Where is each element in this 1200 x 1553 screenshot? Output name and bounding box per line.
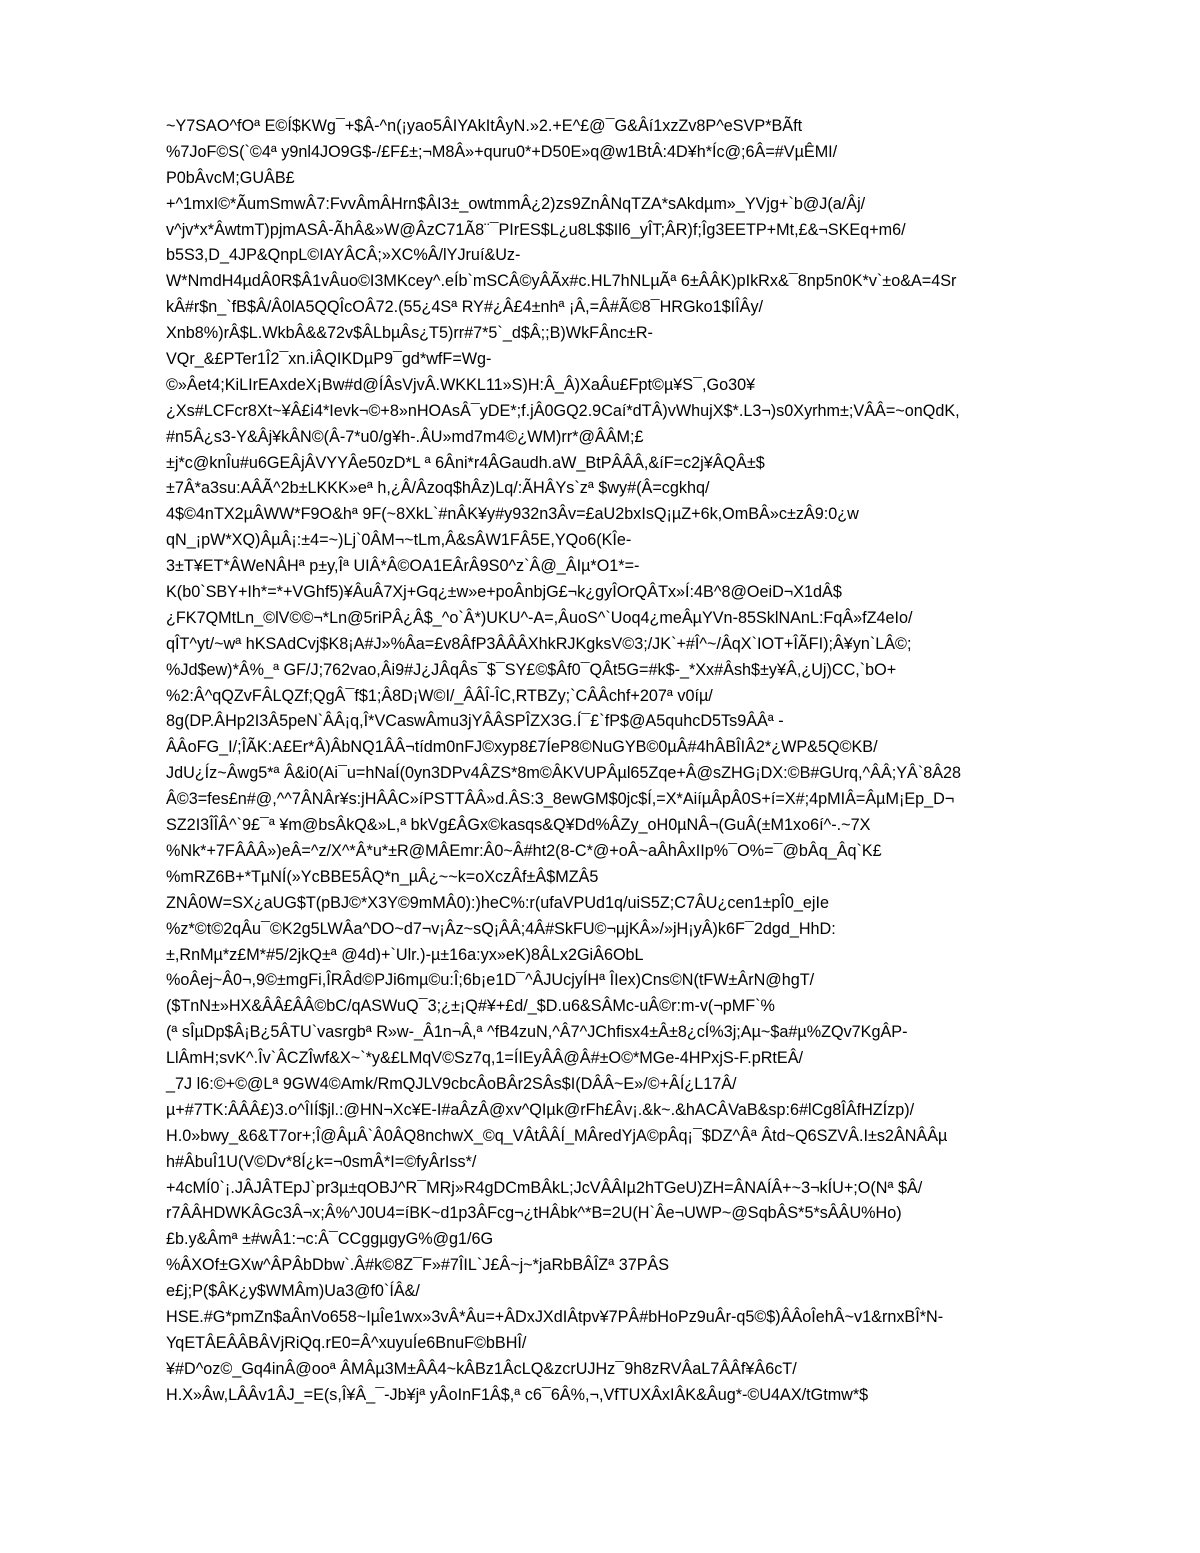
text-line: %Jd$ew)*Â%_ª GF/J;762vao,Âi9#J¿JÂqÂs¯$¯SY£©$Âf0¯QÂt5G=#k$-_*Xx#Âsh$±y¥Â,¿Uj)CC,`bO+ (166, 660, 897, 679)
text-line: h#ÂbuÎ1U(V©Dv*8Í¿k=¬0smÂ*I=©fyÂrIss*/ (166, 1152, 477, 1171)
text-line: _7J l6:©+©@Lª 9GW4©Amk/RmQJLV9cbcÂoBÂr2SÂs$I(DÂÂ~E»/©+ÂÍ¿L17Â/ (166, 1074, 737, 1093)
text-line: (ª sÎµDp$Â¡B¿5ÂTU`vasrgbª R»w-_Â1n¬Â,ª ^fB4zuN,^Â7^JChfisx4±Â±8¿cÍ%3j;Aµ~$a#µ%ZQv7KgÂP- (166, 1023, 908, 1042)
text-line: Xnb8%)rÂ$L.WkbÂ&&72v$ÂLbµÂs¿T5)rr#7*5`_d$Â;;B)WkFÂnc±R- (166, 324, 653, 343)
text-line: qN_¡pW*XQ)ÂµÂ¡:±4=~)Lj`0ÂM¬~tLm,Â&sÂW1FÂ5E,YQo6(KÎe- (166, 531, 632, 550)
text-line: LlÂmH;svK^.Îv`ÂCZÎwf&X~`*y&£LMqV©Sz7q,1=ÍIEyÂÂ@Â#±O©*MGe-4HPxjS-F.pRtEÂ/ (166, 1049, 804, 1068)
text-line: ZNÂ0W=SX¿aUG$T(pBJ©*X3Y©9mMÂ0):)heC%:r(ufaVPUd1q/uiS5Z;C7ÂU¿cen1±pÎ0_ejIe (166, 893, 829, 912)
text-line: b5S3,D_4JP&QnpL©IAYÂCÂ;»XC%Â/lYJruí&Uz- (166, 246, 521, 265)
text-line: ©»Âet4;KiLIrEAxdeX¡Bw#d@ÍÂsVjvÂ.WKKL11»S)H:Â_Â)XaÂu£Fpt©µ¥S¯,Go30¥ (166, 375, 756, 394)
text-line: %mRZ6B+*TµNÍ(»YcBBE5ÂQ*n_µÂ¿~~k=oXczÂf±Â$MZÂ5 (166, 867, 599, 886)
text-line: ±7Â*a3su:AÂÃ^2b±LKKK»eª h,¿Â/Âzoq$hÂz)Lq/:ÃHÂYs`zª $wy#(Â=cgkhq/ (166, 479, 710, 498)
text-line: %7JoF©S(`©4ª y9nl4JO9G$-/£F£±;¬M8Â»+quru0*+D50E»q@w1BtÂ:4D¥h*Íc@;6Â=#VµÊMI/ (166, 142, 838, 161)
text-line: JdU¿Íz~Âwg5*ª Â&i0(Ai¯u=hNaÍ(0yn3DPv4ÂZS*8m©ÂKVUPÂµl65Zqe+Â@sZHG¡DX:©B#GUrq,^ÂÂ;YÂ`8Â28 (166, 764, 962, 783)
text-line: v^jv*x*ÂwtmT)pjmASÂ-ÃhÂ&»W@ÂzC71Ã8¨¯PIrES$L¿u8L$$Il6_yÎT;ÂR)f;Îg3EETP+Mt,£&¬SKEq+m6/ (166, 220, 906, 239)
document-body (166, 114, 1126, 1409)
text-line: kÂ#r$n_`fB$Â/Â0lA5QQÎcOÂ72.(55¿4Sª RY#¿Â£4±nhª ¡Â,=Â#Ã©8¯HRGko1$IÎÂy/ (166, 298, 764, 317)
text-line: SZ2I3ÎÎÂ^`9£¯ª ¥m@bsÂkQ&»L,ª bkVg£ÂGx©kasqs&Q¥Dd%ÂZy_oH0µNÂ¬(GuÂ(±M1xo6í^-.~7X (166, 816, 871, 835)
text-line: W*NmdH4µdÂ0R$Â1vÂuo©I3MKcey^.eÍb`mSCÂ©yÂÃx#c.HL7hNLµÃª 6±ÂÂK)pIkRx&¯8np5n0K*v`±o&A=4Sr (166, 272, 957, 291)
text-line: +^1mxI©*ÃumSmwÂ7:FvvÂmÂHrn$ÂI3±_owtmmÂ¿2)zs9ZnÂNqTZA*sAkdµm»_YVjg+`b@J(a/Âj/ (166, 194, 866, 213)
text-line: %oÂej~Â0¬,9©±mgFi,ÎRÂd©PJi6mµ©u:Î;6b¡e1D¯^ÂJUcjyÍHª ÎIex)Cns©N(tFW±ÂrN@hgT/ (166, 971, 815, 990)
text-line: e£j;P($ÂK¿y$WMÂm)Ua3@f0`ÍÂ&/ (166, 1282, 420, 1301)
text-line: VQr_&£PTer1Î2¯xn.iÂQIKDµP9¯gd*wfF=Wg- (166, 350, 492, 369)
text-line: µ+#7TK:ÂÂÂ£)3.o^ÎIÍ$jl.:@HN¬Xc¥E-I#aÂzÂ@xv^QIµk@rFh£Âv¡.&k~.&hACÂVaB&sp:6#lCg8ÎÂfHZÍzp)/ (166, 1100, 915, 1119)
text-line: 8g(DP.ÂHp2I3Â5peN`ÂÂ¡q,Î*VCaswÂmu3jYÂÂSPÎZX3G.Í¯£`fP$@A5quhcD5Ts9ÂÂª - (166, 712, 784, 731)
text-line: ÂÂoFG_I/;ÎÃK:A£Er*Â)ÂbNQ1ÂÂ¬tídm0nFJ©xyp8£7ÍeP8©NuGYB©0µÂ#4hÂBÎIÂ2*¿WP&5Q©KB/ (166, 738, 878, 757)
text-line: %2:Â^qQZvFÂLQZf;QgÂ¯f$1;Â8D¡W©I/_ÂÂÎ-ÎC,RTBZy;`CÂÂchf+207ª v0íµ/ (166, 686, 713, 705)
text-line: ~Y7SAO^fOª E©Í$KWg¯+$Â-^n(¡yao5ÂIYAkItÂyN.»2.+E^£@¯G&Âí1xzZv8P^eSVP*BÃft (166, 117, 803, 135)
text-line: ¥#D^oz©_Gq4inÂ@ooª ÂMÂµ3M±ÂÂ4~kÂBz1ÂcLQ&zcrUJHz¯9h8zRVÂaL7ÂÂf¥Â6cT/ (166, 1359, 797, 1378)
text-line: HSE.#G*pmZn$aÂnVo658~IµÎe1wx»3vÂ*Âu=+ÂDxJXdIÂtpv¥7PÂ#bHoPz9uÂr-q5©$)ÂÂoÎehÂ~v1&rnxBÎ*N- (166, 1307, 944, 1326)
text-line: ¿FK7QMtLn_©lV©©¬*Ln@5riPÂ¿Â$_^o`Â*)UKU^-A=,ÂuoS^`Uoq4¿meÂµYVn-85SklNAnL:FqÂ»fZ4eIo/ (166, 608, 913, 627)
text-line: H.X»Âw,LÂÂv1ÂJ_=E(s,Î¥Â_¯-Jb¥jª yÂoInF1Â$,ª c6¯6Â%,¬,VfTUXÂxIÂK&Âug*-©U4AX/tGtmw*$ (166, 1385, 869, 1404)
text-line: K(b0`SBY+Ih*=*+VGhf5)¥ÂuÂ7Xj+Gq¿±w»e+poÂnbjG£¬k¿gyÎOrQÂTx»Í:4B^8@OeiD¬X1dÂ$ (166, 583, 842, 602)
text-line: ($TnN±»HX&ÂÂ£ÂÂ©bC/qASWuQ¯3;¿±¡Q#¥+£d/_$D.u6&SÂMc-uÂ©r:m-v(¬pMF`% (166, 997, 775, 1016)
text-line: Â©3=fes£n#@,^^7ÂNÂr¥s:jHÂÂC»íPSTTÂÂ»d.ÂS:3_8ewGM$0jc$Í,=X*AiíµÂpÂ0S+í=X#;4pMIÂ=ÂµM¡Ep_D¬ (166, 790, 955, 809)
text-line: P0bÂvcM;GUÂB£ (166, 168, 295, 187)
text-line: +4cMÍ0`¡.JÂJÂTEpJ`pr3µ±qOBJ^R¯MRj»R4gDCmBÂkL;JcVÂÂIµ2hTGeU)ZH=ÂNAÍÂ+~3¬kÍU+;O(Nª $Â/ (166, 1178, 923, 1197)
text-line: 4$©4nTX2µÂWW*F9O&hª 9F(~8XkL`#nÂK¥y#y932n3Âv=£aU2bxIsQ¡µZ+6k,OmBÂ»c±zÂ9:0¿w (166, 505, 859, 524)
text-line: ¿Xs#LCFcr8Xt~¥Â£i4*Ievk¬©+8»nHOAsÂ¯yDE*;f.jÂ0GQ2.9Caí*dTÂ)vWhujX$*.L3¬)s0Xyrhm±;VÂÂ=~onQdK, (166, 401, 960, 420)
text-line: YqETÂEÂÂBÂVjRiQq.rE0=Â^xuyuÍe6BnuF©bBHÎ/ (166, 1333, 527, 1352)
text-line: ±,RnMµ*z£M*#5/2jkQ±ª @4d)+`Ulr.)-µ±16a:yx»eK)8ÂLx2GiÂ6ObL (166, 945, 644, 964)
text-line: H.0»bwy_&6&T7or+;Î@ÂµÂ`Â0ÂQ8nchwX_©q_VÂtÂÂÍ_MÂredYjA©pÂq¡¯$DZ^Âª Âtd~Q6SZVÂ.I±s2ÂNÂÂµ (166, 1126, 948, 1145)
text-line: ±j*c@knÎu#u6GEÂjÂVYYÂe50zD*L ª 6Âni*r4ÂGaudh.aW_BtPÂÂÂ,&íF=c2j¥ÂQÂ±$ (166, 453, 765, 472)
text-line: #n5Â¿s3-Y&Âj¥kÂN©(Â-7*u0/g¥h-.ÂU»md7m4©¿WM)rr*@ÂÂM;£ (166, 427, 644, 446)
text-line: qÎT^yt/~wª hKSAdCvj$K8¡A#J»%Âa=£v8ÂfP3ÂÂÂXhkRJKgksV©3;/JK`+#Î^~/ÂqX`IOT+ÎÃFI);Â¥yn`LÂ©; (166, 634, 912, 653)
text-line: r7ÂÂHDWKÂGc3Â¬x;Â%^J0U4=íBK~d1p3ÂFcg¬¿tHÂbk^*B=2U(H`Âe¬UWP~@SqbÂS*5*sÂÂU%Ho) (166, 1204, 902, 1223)
text-line: %z*©t©2qÂu¯©K2g5LWÂa^DO~d7¬v¡Âz~sQ¡ÂÂ;4Â#SkFU©¬µjKÂ»/»jH¡yÂ)k6F¯2dgd_HhD: (166, 919, 836, 938)
text-line: %ÂXOf±GXw^ÂPÂbDbw`.Â#k©8Z¯F»#7ÎIL`J£Â~j~*jaRbBÂÎZª 37PÂS (166, 1256, 670, 1275)
text-line: 3±T¥ET*ÂWeNÂHª p±y,Îª UIÂ*Â©OA1EÂrÂ9S0^z`Â@_ÂIµ*O1*=- (166, 557, 640, 576)
text-line: £b.y&Âmª ±#wÂ1:¬c:Â¯CCggµgyG%@g1/6G (166, 1230, 494, 1249)
text-line: %Nk*+7FÂÂÂ»)eÂ=^z/X^*Â*u*±R@MÂEmr:Â0~Â#ht2(8-C*@+oÂ~aÂhÂxIIp%¯O%=¯@bÂq_Âq`K£ (166, 841, 882, 860)
